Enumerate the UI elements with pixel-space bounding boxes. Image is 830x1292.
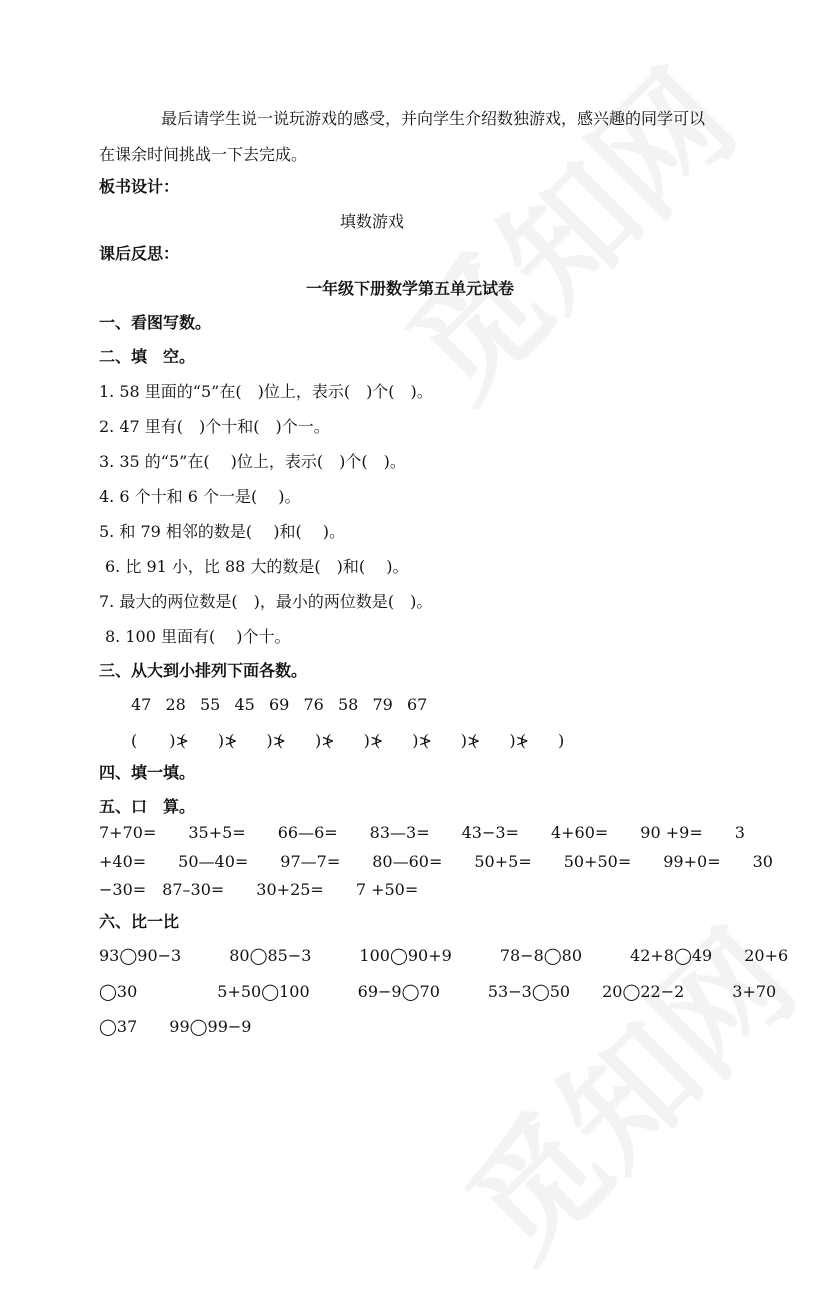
sort-number: 58 [338, 695, 359, 714]
sort-number: 67 [407, 695, 428, 714]
board-design-content: 填数游戏 [340, 212, 405, 231]
fill-question-4: 4. 6 个十和 6 个一是( )。 [99, 487, 301, 506]
compare-line-2: ◯30 5+50◯100 69−9◯70 53−3◯50 20◯22−2 3+70 [99, 982, 777, 1001]
mental-math-line-1: 7+70= 35+5= 66—6= 83—3= 43−3= 4+60= 90 +9= 3 [99, 823, 745, 842]
section-3-heading: 三、从大到小排列下面各数。 [99, 661, 308, 680]
watermark [360, 24, 768, 432]
fill-question-2: 2. 47 里有( )个十和( )个一。 [99, 417, 330, 436]
sort-number: 45 [234, 695, 255, 714]
exam-title: 一年级下册数学第五单元试卷 [306, 279, 515, 298]
sort-blank: ( )> [228, 731, 287, 750]
fill-question-8: 8. 100 里面有( )个十。 [105, 627, 291, 646]
mental-math-line-3: −30= 87–30= 30+25= 7 +50= [99, 880, 419, 899]
section-6-heading: 六、比一比 [99, 912, 180, 931]
sort-blank: ( )> [276, 731, 335, 750]
sort-blank: ( ) [519, 731, 565, 750]
sort-number: 79 [372, 695, 393, 714]
sort-blank: ( )> [179, 731, 238, 750]
section-2-heading: 二、填 空。 [99, 347, 196, 366]
sort-blank: ( )> [471, 731, 530, 750]
fill-question-5: 5. 和 79 相邻的数是( )和( )。 [99, 522, 346, 541]
sort-number: 55 [200, 695, 221, 714]
section-5-heading: 五、口 算。 [99, 797, 196, 816]
sort-number: 69 [269, 695, 290, 714]
fill-question-1: 1. 58 里面的“5”在( )位上，表示( )个( )。 [99, 382, 433, 401]
section-4-heading: 四、填一填。 [99, 763, 196, 782]
fill-question-7: 7. 最大的两位数是( )，最小的两位数是( )。 [99, 592, 433, 611]
sort-number: 28 [165, 695, 186, 714]
intro-line-2: 在课余时间挑战一下去完成。 [99, 145, 308, 164]
compare-line-1: 93◯90−3 80◯85−3 100◯90+9 78−8◯80 42+8◯49 20+6 [99, 946, 789, 965]
section-1-heading: 一、看图写数。 [99, 313, 212, 332]
sort-answer-blanks [131, 731, 568, 751]
mental-math-line-2: +40= 50—40= 97—7= 80—60= 50+5= 50+50= 99+0= 30 [99, 852, 773, 871]
sort-number: 76 [303, 695, 324, 714]
reflection-label: 课后反思： [99, 244, 180, 263]
sort-blank: ( )> [422, 731, 481, 750]
board-design-label: 板书设计： [99, 177, 180, 196]
intro-line-1: 最后请学生说一说玩游戏的感受，并向学生介绍数独游戏，感兴趣的同学可以 [161, 109, 706, 128]
sort-number-list [131, 695, 442, 715]
fill-question-6: 6. 比 91 小，比 88 大的数是( )和( )。 [105, 557, 409, 576]
fill-question-3: 3. 35 的“5”在( )位上，表示( )个( )。 [99, 452, 406, 471]
sort-blank: ( )> [131, 731, 189, 750]
sort-blank: ( )> [373, 731, 432, 750]
compare-line-3: ◯37 99◯99−9 [99, 1017, 252, 1036]
sort-blank: ( )> [325, 731, 384, 750]
sort-number: 47 [131, 695, 152, 714]
